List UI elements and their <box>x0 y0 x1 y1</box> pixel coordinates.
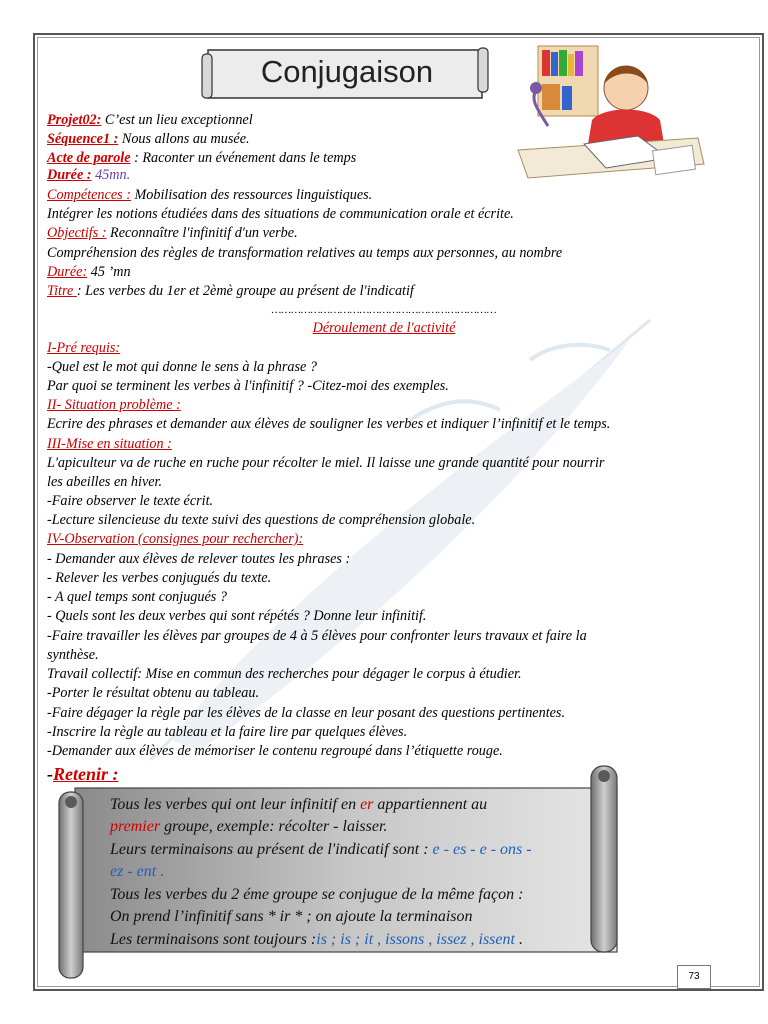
rule-premier: premier <box>110 818 161 835</box>
titre-label: Titre <box>47 283 77 299</box>
section-observation-line7: Travail collectif: Mise en commun des recherches pour dégager le corpus à étudier. <box>47 666 522 682</box>
section-observation-line4: - Quels sont les deux verbes qui sont répétés ? Donne leur infinitif. <box>47 608 427 624</box>
section-observation-line8: -Porter le résultat obtenu au tableau. <box>47 685 259 701</box>
rule-endings-2nd-group: is ; is ; it , issons , issez , issent <box>316 931 515 948</box>
titre-line <box>47 283 414 300</box>
objectifs-value: Reconnaître l'infinitif d'un verbe. <box>106 225 298 241</box>
section-mise-en-situation-title: III-Mise en situation : <box>47 436 172 452</box>
section-mise-line2: les abeilles en hiver. <box>47 474 163 490</box>
competences-value: Mobilisation des ressources linguistiques. <box>130 187 373 203</box>
duree-line <box>47 264 131 281</box>
section-observation-line2: - Relever les verbes conjugués du texte. <box>47 570 272 586</box>
projet-value: C’est un lieu exceptionnel <box>101 112 253 128</box>
rule-line3 <box>110 839 532 862</box>
objectifs-line <box>47 225 298 242</box>
competences-line2: Intégrer les notions étudiées dans des situations de communication orale et écrite. <box>47 206 514 222</box>
sequence-label: Séquence1 : <box>47 131 119 147</box>
section-mise-line3: -Faire observer le texte écrit. <box>47 493 214 509</box>
page-title: Conjugaison <box>260 54 434 89</box>
duree-value: 45 ’mn <box>87 264 131 280</box>
projet-line <box>47 112 253 129</box>
rule-line2-b: groupe, exemple: récolter - laisser. <box>160 818 388 835</box>
section-observation-line5: -Faire travailler les élèves par groupes de 4 à 5 élèves pour confronter leurs travaux et faire la <box>47 628 587 644</box>
rule-line6: On prend l’infinitif sans * ir * ; on ajoute la terminaison <box>110 908 473 925</box>
sequence-value: Nous allons au musée. <box>118 131 250 147</box>
rule-line7-c: . <box>514 931 523 948</box>
section-observation-line1: - Demander aux élèves de relever toutes les phrases : <box>47 551 351 567</box>
section-observation-line11: -Demander aux élèves de mémoriser le contenu regroupé dans l’étiquette rouge. <box>47 743 503 759</box>
rule-line7-a: Les terminaisons sont toujours : <box>110 931 317 948</box>
retenir-label: Retenir : <box>53 764 119 784</box>
titre-value: : Les verbes du 1er et 2èmè groupe au présent de l'indicatif <box>76 283 414 299</box>
section-mise-line4: -Lecture silencieuse du texte suivi des questions de compréhension globale. <box>47 512 476 528</box>
rule-line1-a: Tous les verbes qui ont leur infinitif en <box>110 796 361 813</box>
projet-label: Projet02: <box>47 112 102 128</box>
competences-label: Compétences : <box>47 187 131 203</box>
competences-line <box>47 187 372 204</box>
section-observation-title: IV-Observation (consignes pour rechercher): <box>47 531 304 547</box>
section-observation-line10: -Inscrire la règle au tableau et la faire lire par quelques élèves. <box>47 724 408 740</box>
rule-endings-1: e - es - e - ons - <box>432 841 532 858</box>
acte-line <box>47 150 356 167</box>
section-prerequis-line2: Par quoi se terminent les verbes à l'infinitif ? -Citez-moi des exemples. <box>47 378 449 394</box>
deroulement-heading: Déroulement de l'activité <box>312 320 456 336</box>
rule-line3-a: Leurs terminaisons au présent de l'indicatif sont : <box>110 841 433 858</box>
section-observation-line3: - A quel temps sont conjugués ? <box>47 589 227 605</box>
dotted-separator: …………………………………………………………… <box>271 304 497 316</box>
retenir-heading <box>47 764 119 785</box>
objectifs-line2: Compréhension des règles de transformation relatives au temps aux personnes, au nombre <box>47 245 563 261</box>
section-prerequis-title: I-Pré requis: <box>47 340 121 356</box>
duree-label: Durée: <box>47 264 88 280</box>
acte-value: : Raconter un événement dans le temps <box>130 150 357 166</box>
boy-studying-illustration <box>508 40 708 188</box>
rule-er-ending: er <box>360 796 374 813</box>
section-prerequis-line1: -Quel est le mot qui donne le sens à la phrase ? <box>47 359 317 375</box>
section-observation-line6: synthèse. <box>47 647 99 663</box>
rule-line5: Tous les verbes du 2 éme groupe se conjugue de la même façon : <box>110 886 524 903</box>
section-observation-line9: -Faire dégager la règle par les élèves de la classe en leur posant des questions pertinentes. <box>47 705 565 721</box>
section-probleme-line1: Ecrire des phrases et demander aux élèves de souligner les verbes et indiquer l’infinitif et le temps. <box>47 416 611 432</box>
rule-line2 <box>110 816 387 839</box>
rule-line7 <box>110 929 523 952</box>
objectifs-label: Objectifs : <box>47 225 107 241</box>
section-probleme-title: II- Situation problème : <box>47 397 181 413</box>
rule-line1-c: appartiennent au <box>373 796 488 813</box>
title-banner <box>200 46 490 102</box>
duree-header-label: Durée : <box>47 167 92 183</box>
duree-header-value: 45mn. <box>91 167 131 183</box>
rule-line1 <box>110 794 487 817</box>
retenir-dash: - <box>47 764 53 784</box>
sequence-line <box>47 131 250 148</box>
page-number: 73 <box>677 965 711 989</box>
acte-label: Acte de parole <box>47 150 131 166</box>
duree-header-line <box>47 167 130 184</box>
section-mise-line1: L'apiculteur va de ruche en ruche pour récolter le miel. Il laisse une grande quantité pour nourrir <box>47 455 605 471</box>
rule-endings-2: ez - ent . <box>110 863 165 880</box>
